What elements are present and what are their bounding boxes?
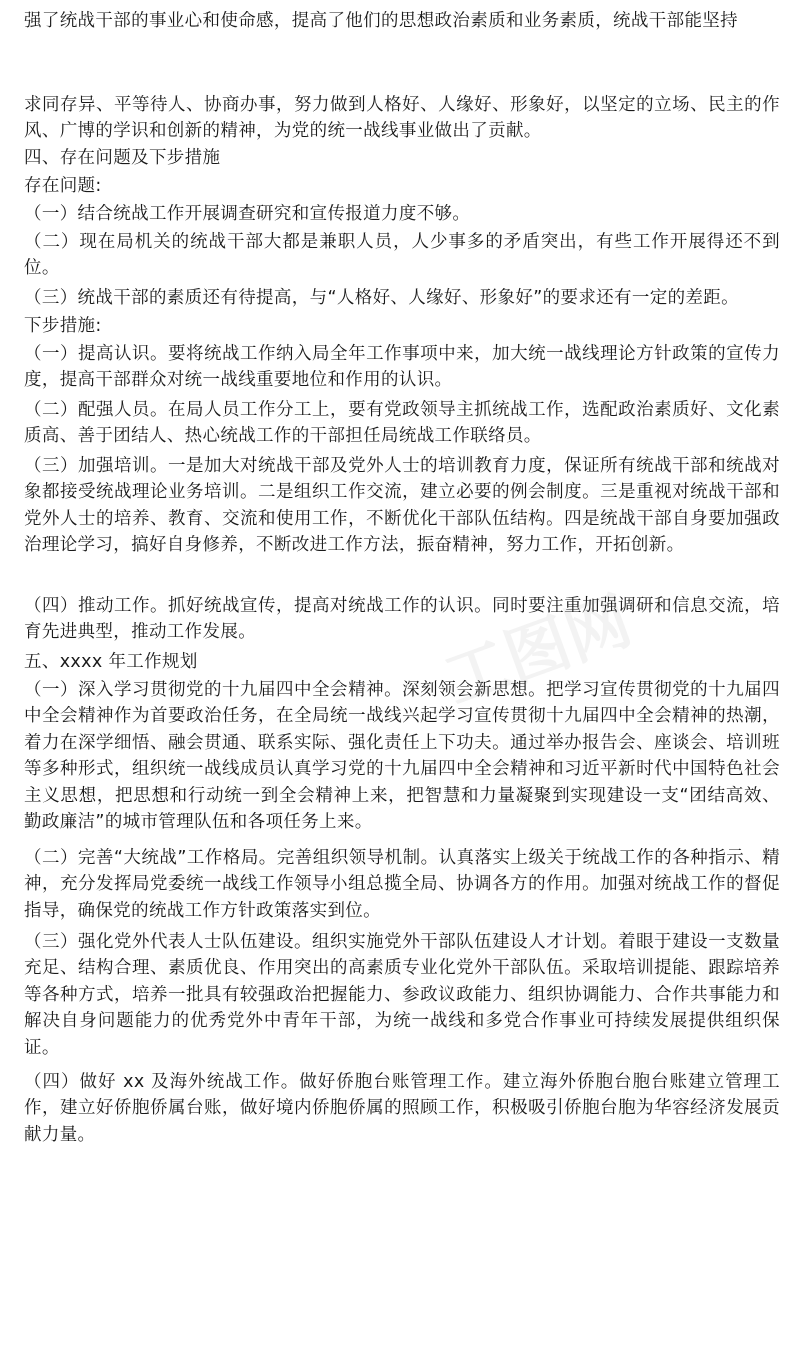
section-heading-5: 五、xxxx 年工作规划: [24, 652, 198, 672]
problem-item-3: （三）统战干部的素质还有待提高，与“人格好、人缘好、形象好”的要求还有一定的差距。: [24, 288, 739, 308]
plan-item-3: （三）强化党外代表人士队伍建设。组织实施党外干部队伍建设人才计划。着眼于建设一支数量充足、结构合理、素质优良、作用突出的高素质专业化党外干部队伍。采取培训提能、跟踪培养等各种方式，培养一批具有较强政治把握能力、参政议政能力、组织协调能力、合作共事能力和解决自身问题能力的优秀党外中青年干部，为统一战线和多党合作事业可持续发展提供组织保证。: [24, 932, 780, 1058]
problem-item-1: （一）结合统战工作开展调查研究和宣传报道力度不够。: [24, 204, 471, 224]
paragraph-continuation: 求同存异、平等待人、协商办事，努力做到人格好、人缘好、形象好，以坚定的立场、民主的作风、广博的学识和创新的精神，为党的统一战线事业做出了贡献。: [24, 95, 780, 142]
measures-label: 下步措施:: [24, 316, 102, 336]
watermark: 工图网: [435, 584, 641, 720]
clipped-top-line: [24, 0, 780, 2]
section-heading-4: 四、存在问题及下步措施: [24, 148, 221, 168]
top-line: 强了统战干部的事业心和使命感，提高了他们的思想政治素质和业务素质，统战干部能坚持: [24, 11, 738, 31]
measure-item-4: （四）推动工作。抓好统战宣传，提高对统战工作的认识。同时要注重加强调研和信息交流，培育先进典型，推动工作发展。: [24, 596, 780, 643]
measure-item-1: （一）提高认识。要将统战工作纳入局全年工作事项中来，加大统一战线理论方针政策的宣传力度，提高干部群众对统一战线重要地位和作用的认识。: [24, 344, 780, 391]
problems-label: 存在问题:: [24, 176, 102, 196]
problem-item-2: （二）现在局机关的统战干部大都是兼职人员，人少事多的矛盾突出，有些工作开展得还不到位。: [24, 232, 780, 279]
plan-item-4: （四）做好 xx 及海外统战工作。做好侨胞台账管理工作。建立海外侨胞台胞台账建立管理工作，建立好侨胞侨属台账，做好境内侨胞侨属的照顾工作，积极吸引侨胞台胞为华容经济发展贡献力量。: [24, 1072, 780, 1145]
measure-item-3: （三）加强培训。一是加大对统战干部及党外人士的培训教育力度，保证所有统战干部和统战对象都接受统战理论业务培训。二是组织工作交流，建立必要的例会制度。三是重视对统战干部和党外人士的培养、教育、交流和使用工作，不断优化干部队伍结构。四是统战干部自身要加强政治理论学习，搞好自身修养，不断改进工作方法，振奋精神，努力工作，开拓创新。: [24, 456, 780, 556]
plan-item-1: （一）深入学习贯彻党的十九届四中全会精神。深刻领会新思想。把学习宣传贯彻党的十九届四中全会精神作为首要政治任务，在全局统一战线兴起学习宣传贯彻十九届四中全会精神的热潮，着力在深学细悟、融会贯通、联系实际、强化责任上下功夫。通过举办报告会、座谈会、培训班等多种形式，组织统一战线成员认真学习党的十九届四中全会精神和习近平新时代中国特色社会主义思想，把思想和行动统一到全会精神上来，把智慧和力量凝聚到实现建设一支“团结高效、勤政廉洁”的城市管理队伍和各项任务上来。: [24, 680, 780, 833]
plan-item-2: （二）完善“大统战”工作格局。完善组织领导机制。认真落实上级关于统战工作的各种指示、精神，充分发挥局党委统一战线工作领导小组总揽全局、协调各方的作用。加强对统战工作的督促指导，确保党的统战工作方针政策落实到位。: [24, 848, 780, 921]
measure-item-2: （二）配强人员。在局人员工作分工上，要有党政领导主抓统战工作，选配政治素质好、文化素质高、善于团结人、热心统战工作的干部担任局统战工作联络员。: [24, 400, 780, 447]
